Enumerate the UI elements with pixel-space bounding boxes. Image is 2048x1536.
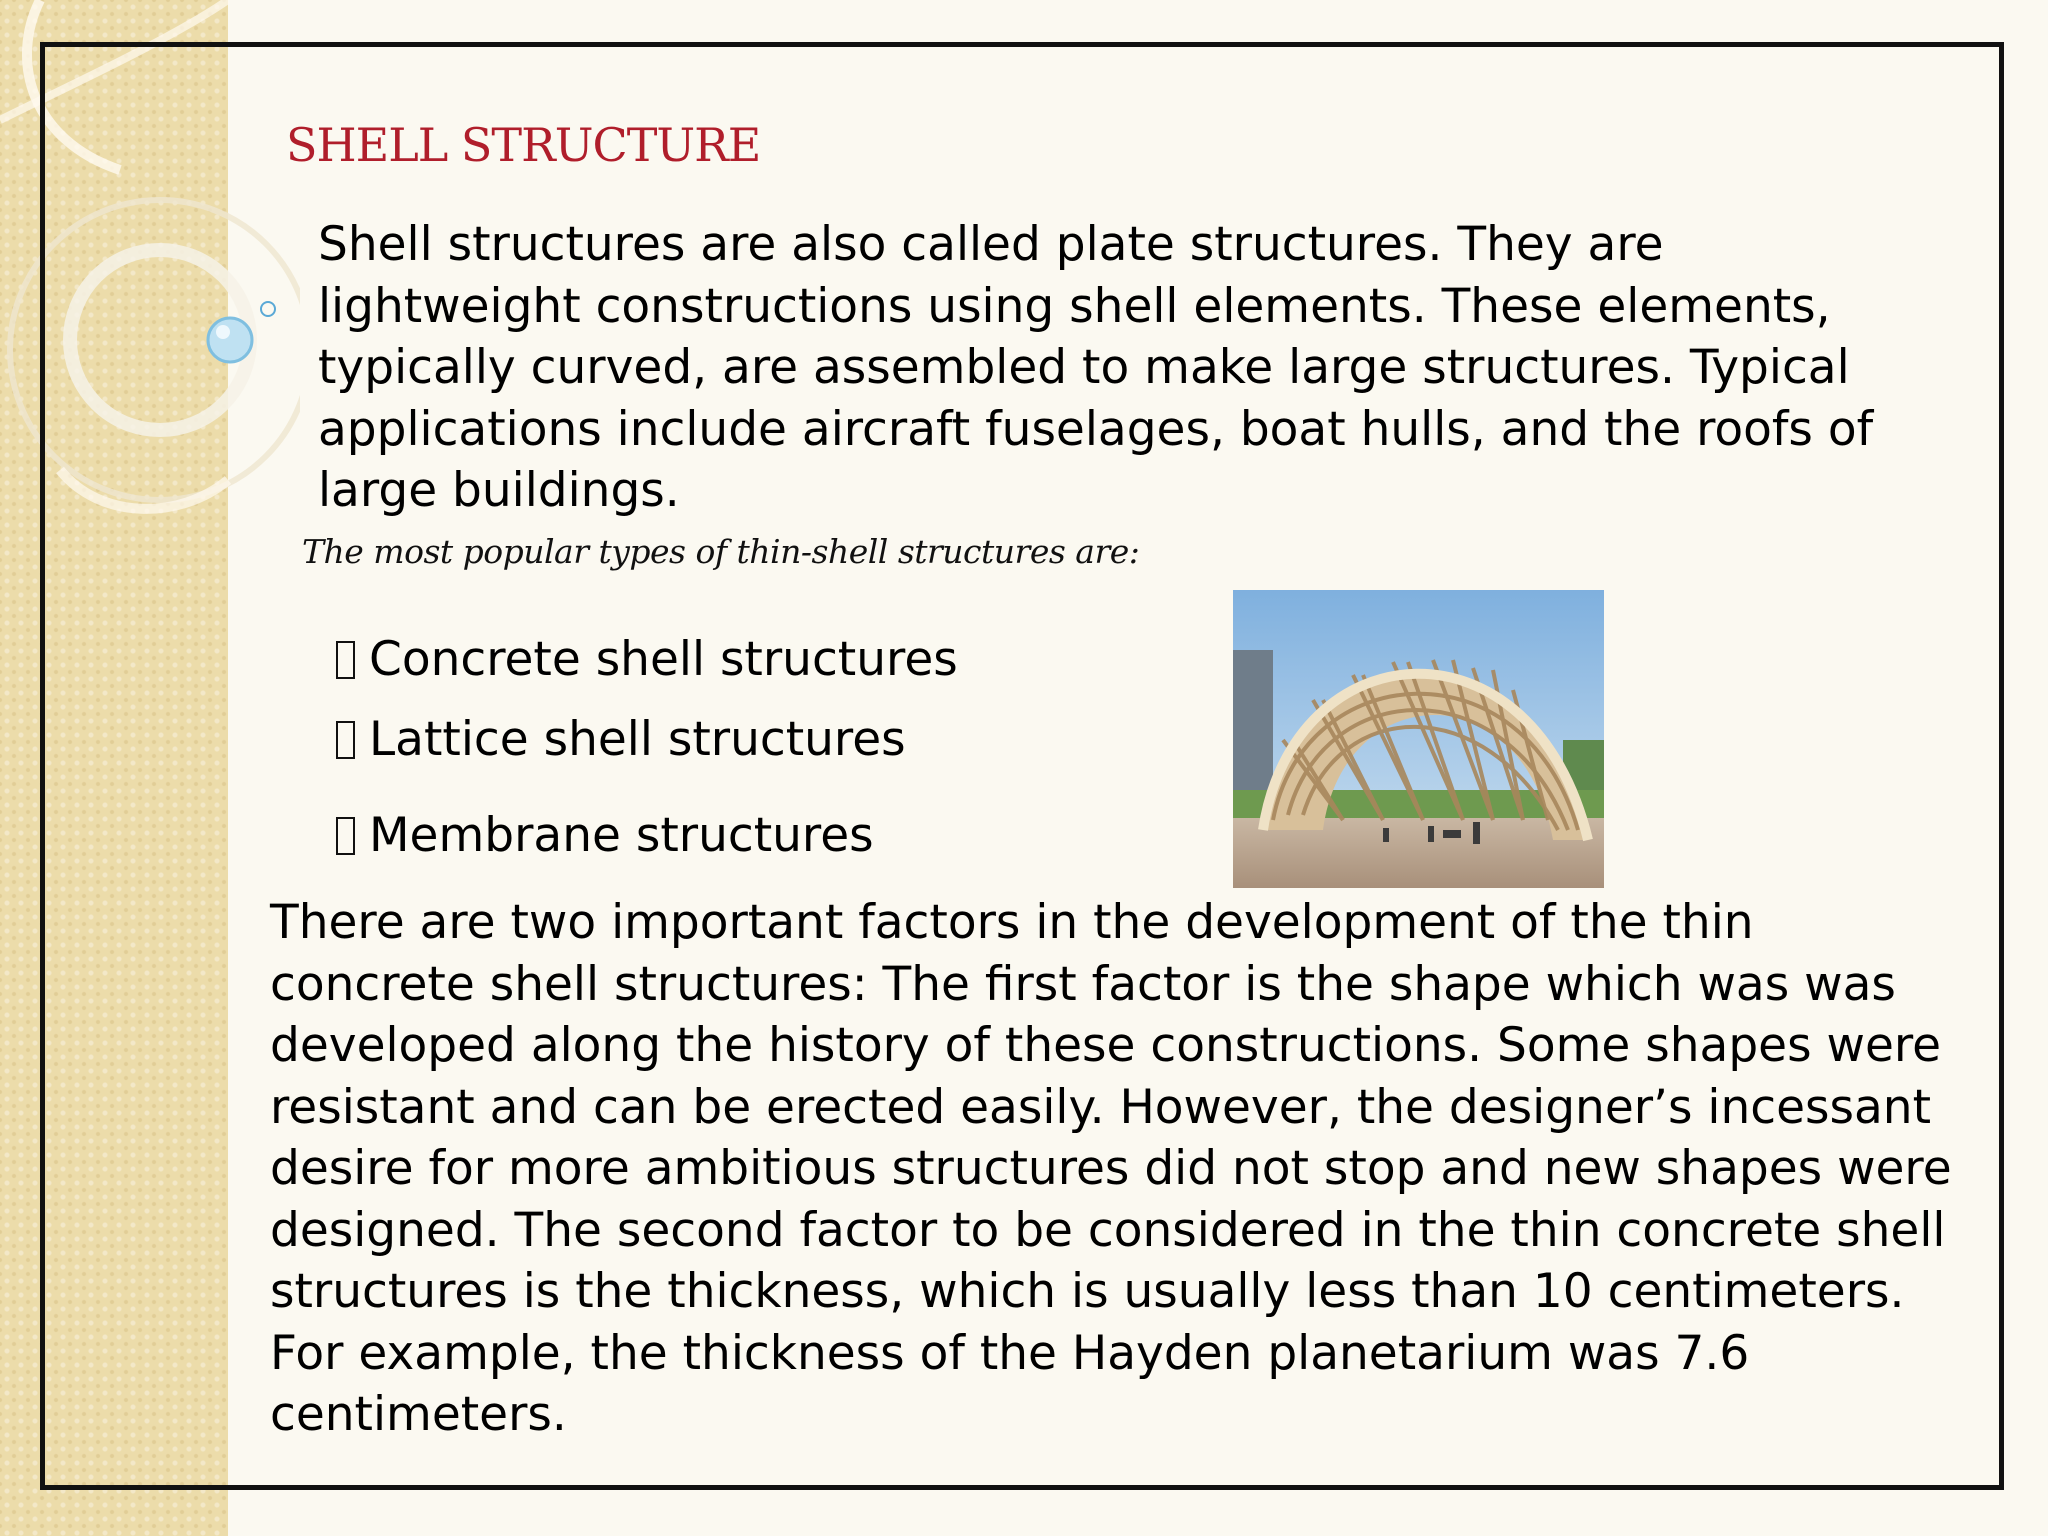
type-concrete-shell: Concrete shell structures (369, 632, 958, 687)
missing-glyph-box-icon (336, 721, 355, 759)
type-lattice-shell: Lattice shell structures (369, 712, 906, 767)
missing-glyph-box-icon (336, 817, 355, 855)
lattice-pavilion-photo (1233, 590, 1604, 888)
list-item (336, 808, 874, 864)
factors-paragraph: There are two important factors in the development of the thin concrete shell structures: The first factor is the shape which was was developed along the history of these constructions. Some shapes were resistant and can be erected easily. However, the designer’s incessant desire for more ambitious structures did not stop and new shapes were designed. The second factor to be considered in the thin concrete shell structures is the thickness, which is usually less than 10 centimeters. For example, the thickness of the Hayden planetarium was 7.6 centimeters. (270, 895, 1952, 1442)
slide-title: SHELL STRUCTURE (286, 118, 761, 172)
types-subheading: The most popular types of thin-shell structures are: (302, 532, 1140, 571)
missing-glyph-box-icon (336, 641, 355, 679)
type-membrane: Membrane structures (369, 808, 874, 863)
list-item (336, 632, 958, 688)
intro-paragraph: Shell structures are also called plate structures. They are lightweight constructions using shell elements. These elements, typically curved, are assembled to make large structures. Typical applications include aircraft fuselages, boat hulls, and the roofs of large buildings. (318, 217, 1874, 518)
bullet-ring-icon (260, 301, 276, 317)
list-item (336, 712, 906, 768)
